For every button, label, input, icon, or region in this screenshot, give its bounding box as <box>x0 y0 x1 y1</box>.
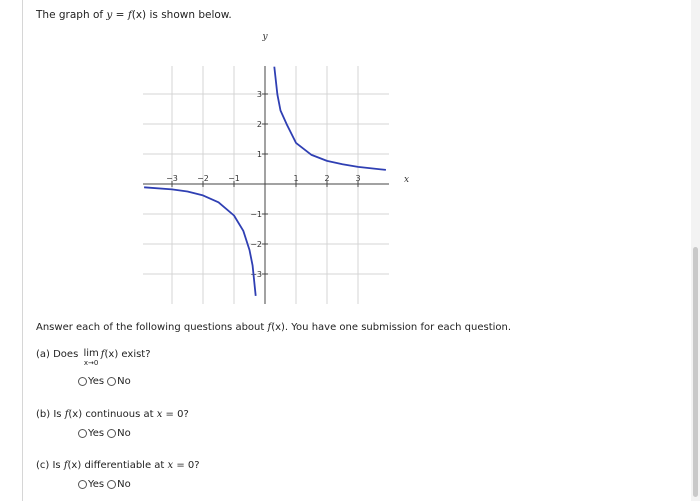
radio-button[interactable] <box>78 429 87 438</box>
question-a-suffix: exist? <box>121 349 151 360</box>
no-label[interactable]: No <box>117 376 131 387</box>
y-tick-label: 3 <box>256 90 262 99</box>
instructions-of-x: (x) <box>271 322 285 333</box>
question-b-label: (b) Is <box>36 409 62 420</box>
curve-branch-2 <box>144 187 256 296</box>
question-c-x-var: x <box>167 460 174 471</box>
radio-button[interactable] <box>78 377 87 386</box>
intro-suffix: is shown below. <box>146 9 232 21</box>
radio-button[interactable] <box>78 480 87 489</box>
function-graph <box>120 30 410 314</box>
question-a-of-x: (x) <box>104 349 119 360</box>
radio-button[interactable] <box>107 429 116 438</box>
question-c-options <box>78 479 131 490</box>
x-tick-label: 1 <box>293 174 299 183</box>
y-tick-label: −2 <box>250 240 262 249</box>
question-b-text: continuous at <box>85 409 154 420</box>
question-b-of-x: (x) <box>68 409 83 420</box>
y-tick-label: 1 <box>256 150 262 159</box>
no-label[interactable]: No <box>117 479 131 490</box>
question-c-no-option[interactable] <box>107 479 131 490</box>
yes-label[interactable]: Yes <box>88 428 105 439</box>
question-b-x-var: x <box>156 409 163 420</box>
question-c-yes-option[interactable] <box>78 479 104 490</box>
y-tick-label: −3 <box>250 270 262 279</box>
intro-f: f <box>127 9 132 21</box>
x-tick-label: 3 <box>355 174 361 183</box>
y-tick-label: 2 <box>256 120 262 129</box>
no-label[interactable]: No <box>117 428 131 439</box>
radio-button[interactable] <box>107 480 116 489</box>
intro-y-var: y <box>106 9 113 21</box>
x-tick-label: −1 <box>228 174 240 183</box>
y-tick-label: −1 <box>250 210 262 219</box>
intro-text <box>36 9 232 21</box>
question-b-value: 0? <box>177 409 189 420</box>
question-c-equals: = <box>173 460 188 471</box>
x-tick-label: −3 <box>166 174 178 183</box>
question-a-label: (a) Does <box>36 349 79 360</box>
instructions-prefix: Answer each of the following questions about <box>36 322 268 333</box>
question-b-no-option[interactable] <box>107 428 131 439</box>
question-a-no-option[interactable] <box>107 376 131 387</box>
question-c-of-x: (x) <box>67 460 82 471</box>
question-b-options <box>78 428 131 439</box>
question-b <box>36 409 189 420</box>
yes-label[interactable]: Yes <box>88 376 105 387</box>
scrollbar-thumb[interactable] <box>693 247 698 497</box>
question-c-f: f <box>63 460 68 471</box>
instructions-text <box>36 322 511 333</box>
x-tick-label: 2 <box>324 174 330 183</box>
question-c-value: 0? <box>187 460 200 471</box>
yes-label[interactable]: Yes <box>88 479 105 490</box>
instructions-suffix: . You have one submission for each question. <box>284 322 512 333</box>
limit-expression <box>83 349 98 367</box>
question-a-options <box>78 376 131 387</box>
question-a <box>36 349 151 367</box>
content-left-border <box>22 0 23 501</box>
question-b-yes-option[interactable] <box>78 428 104 439</box>
question-a-f: f <box>100 349 105 360</box>
x-tick-label: −2 <box>197 174 209 183</box>
radio-button[interactable] <box>107 377 116 386</box>
question-a-yes-option[interactable] <box>78 376 104 387</box>
y-axis-label: y <box>262 32 268 42</box>
intro-prefix: The graph of <box>36 9 107 21</box>
question-b-f: f <box>64 409 69 420</box>
question-b-equals: = <box>162 409 178 420</box>
intro-of-x: (x) <box>131 9 147 21</box>
limit-subscript: x→0 <box>83 359 99 367</box>
intro-equals: = <box>112 9 128 21</box>
question-c <box>36 460 200 471</box>
question-c-text: differentiable at <box>84 460 165 471</box>
instructions-f: f <box>267 322 272 333</box>
question-c-label: (c) Is <box>36 460 61 471</box>
x-axis-label: x <box>404 175 410 185</box>
limit-word: lim <box>83 348 99 359</box>
